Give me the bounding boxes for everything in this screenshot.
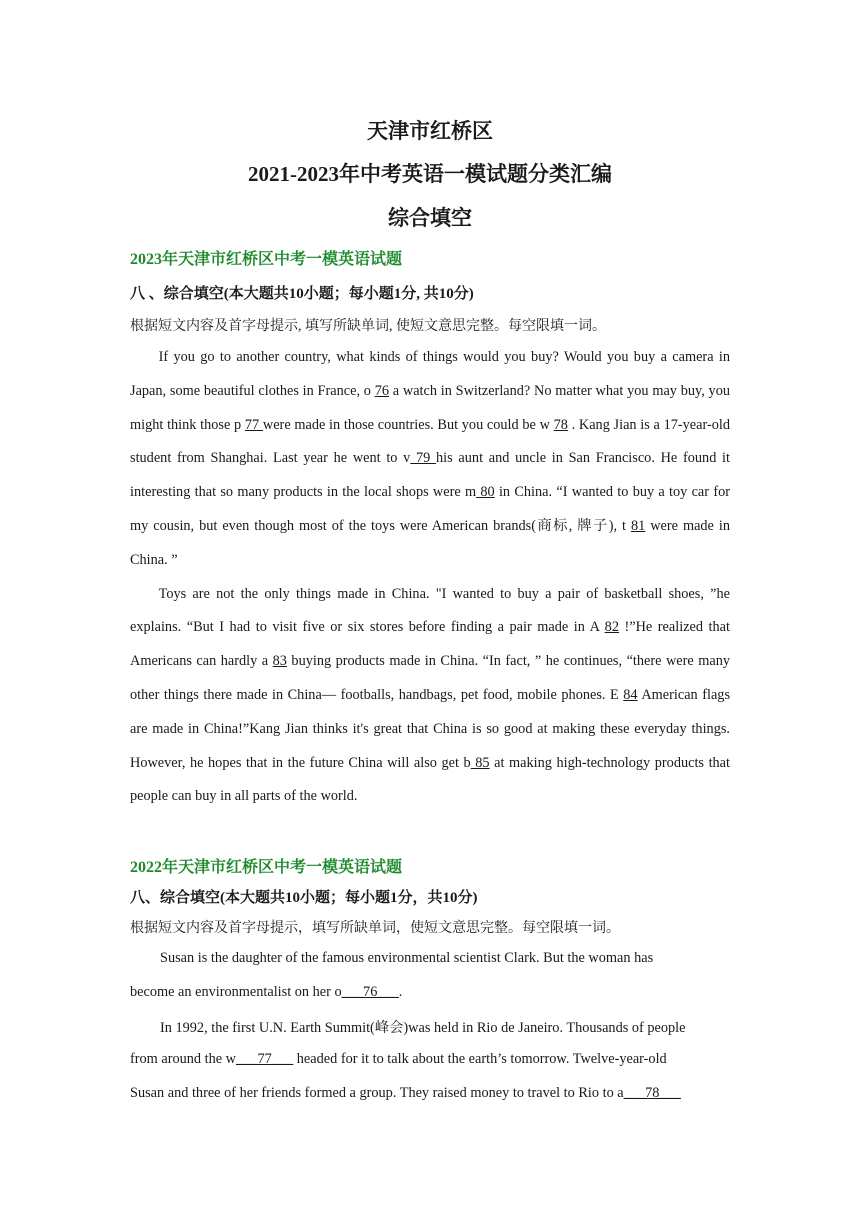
blank-79: 79: [410, 450, 437, 467]
passage-2022-line-4: [130, 1051, 730, 1068]
blank-77: 77: [244, 416, 263, 433]
passage-text: !”He realized that Americans can hardly a: [130, 619, 730, 670]
passage-text: .: [398, 984, 403, 1000]
passage-text: were made in those countries. But you could be w: [262, 416, 554, 433]
passage-text: . Kang Jian is a 17-year-old student from Shanghai. Last year he went to v: [130, 416, 730, 467]
passage-text: Toys are not the only things made in China. "I wanted to buy a pair of basketball shoes, ”he explains. “But I had to visit five or six stores before finding a pair made in A: [130, 585, 730, 636]
blank-83: 83: [272, 653, 287, 670]
blank-80: 80: [476, 484, 495, 501]
passage-text: from around the w: [130, 1051, 237, 1067]
blank-76: 76: [374, 382, 389, 399]
document-title-region: 天津市红桥区: [367, 119, 493, 143]
section-2022-heading: 2022年天津市红桥区中考一模英语试题: [130, 859, 403, 876]
passage-text: in China. “I wanted to buy a toy car for my cousin, but even though most of the toys were American brands(商标, 牌子), t: [130, 484, 730, 534]
passage-2023: [130, 341, 730, 814]
section-2023-subheading: 八 、综合填空(本大题共10小题；每小题1分, 共10分): [130, 286, 474, 302]
section-2022-instruction: 根据短文内容及首字母提示，填写所缺单词，使短文意思完整。每空限填一词。: [130, 921, 620, 936]
section-2023-heading: 2023年天津市红桥区中考一模英语试题: [130, 251, 403, 268]
passage-text: were made in China. ”: [130, 517, 730, 568]
passage-text: If you go to another country, what kinds of things would you buy? Would you buy a camera in Japan, some beautiful clothes in France, o: [130, 349, 730, 399]
blank-76-2022: ___76___: [341, 984, 399, 1000]
blank-78-2022: ___78___: [623, 1085, 681, 1101]
passage-2023-paragraph-1: [130, 341, 730, 578]
passage-text: American flags are made in China!”Kang Jian thinks it's great that China is so good at making these everyday things. However, he hopes that in the future China will also get b: [130, 686, 731, 771]
passage-2022-line-3: In 1992, the first U.N. Earth Summit(峰会)was held in Rio de Janeiro. Thousands of people: [160, 1020, 686, 1036]
blank-81: 81: [630, 517, 646, 534]
blank-82: 82: [604, 619, 619, 636]
blank-85: 85: [470, 754, 490, 771]
passage-text: a watch in Switzerland? No matter what you may buy, you might think those p: [130, 382, 730, 433]
passage-2022-line-2: [130, 984, 730, 1001]
passage-2022-line-1: Susan is the daughter of the famous environmental scientist Clark. But the woman has: [160, 950, 654, 966]
passage-text: buying products made in China. “In fact, ” he continues, “there were many other things there made in China— footballs, handbags, pet food, mobile phones. E: [130, 653, 731, 703]
passage-2022-line-5: [130, 1085, 730, 1102]
passage-text: headed for it to talk about the earth’s tomorrow. Twelve-year-old: [293, 1051, 667, 1067]
passage-text: become an environmentalist on her o: [130, 984, 342, 1000]
document-title-years: 2021-2023年中考英语一模试题分类汇编: [248, 162, 612, 186]
blank-77-2022: ___77___: [236, 1051, 294, 1067]
section-2022-subheading: 八、综合填空(本大题共10小题；每小题1分，共10分): [130, 890, 478, 906]
passage-text: Susan and three of her friends formed a group. They raised money to travel to Rio to a: [130, 1085, 624, 1101]
document-title-topic: 综合填空: [388, 206, 472, 230]
passage-text: at making high-technology products that people can buy in all parts of the world.: [130, 754, 731, 805]
section-2023-instruction: 根据短文内容及首字母提示, 填写所缺单词, 使短文意思完整。每空限填一词。: [130, 319, 606, 334]
blank-84: 84: [623, 686, 638, 703]
blank-78: 78: [553, 416, 568, 433]
passage-2023-paragraph-2: [130, 578, 730, 815]
passage-text: his aunt and uncle in San Francisco. He found it interesting that so many products in the local shops were m: [130, 450, 730, 501]
